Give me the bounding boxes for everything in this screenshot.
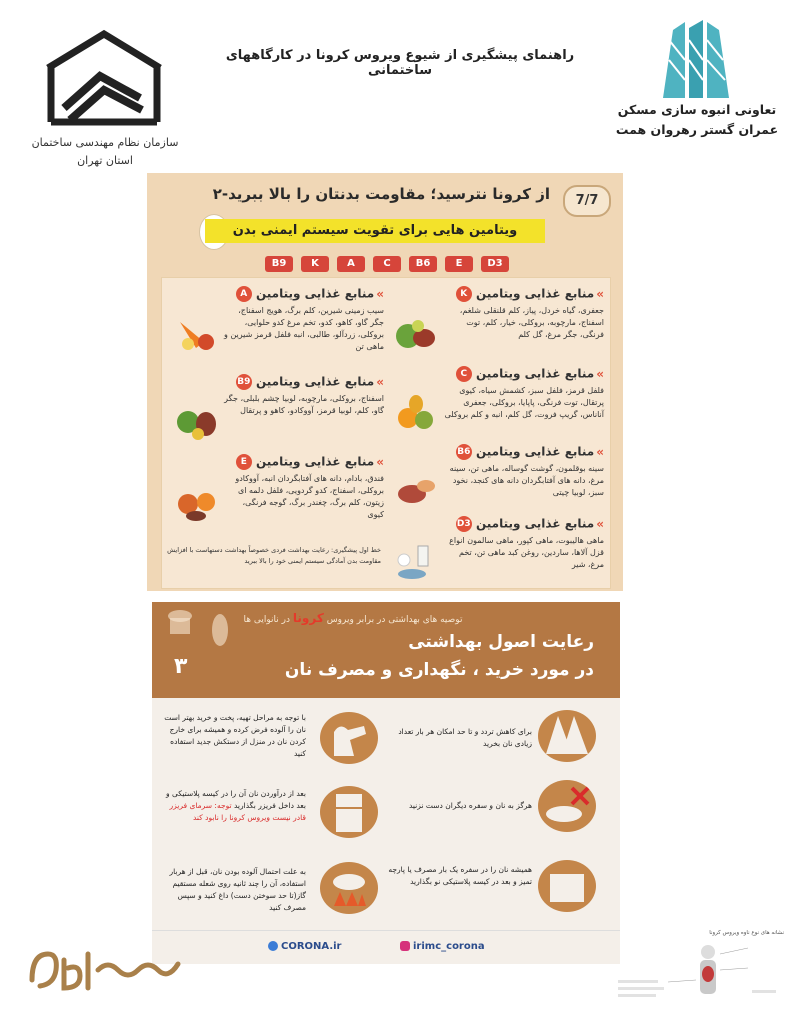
left-org-line2: استان تهران <box>77 154 133 167</box>
tip-use-gloves: با توجه به مراحل تهیه، پخت و خرید بهتر است نان را آلوده فرض کرده و همیشه برای خارج کردن نان در منزل از دستکش جدید استفاده کنید <box>164 713 306 758</box>
vitamin-block-d3 <box>390 516 604 571</box>
website-link[interactable]: CORONA.ir <box>268 941 342 952</box>
instagram-icon <box>400 941 410 951</box>
glove-icon <box>320 712 378 764</box>
vitamin-foods: اسفناج، بروکلی، مارچوبه، لوبیا چشم بلبلی، جگر گاو، کلم، لوبیا قرمز، آووکادو، کاهو و پرتقال <box>224 394 384 415</box>
fruits-icon <box>394 392 440 434</box>
document-title: راهنمای پیشگیری از شیوع ویروس کرونا در کارگاههای ساختمانی <box>225 48 575 78</box>
figure-caption: نشانه های نوع ناوه ویروس کرونا <box>709 930 784 936</box>
instagram-link[interactable]: irimc_corona <box>400 941 485 952</box>
left-org-line1: سازمان نظام مهندسی ساختمان <box>31 136 179 149</box>
vitamin-block-e <box>170 454 384 521</box>
vitamin-block-a <box>170 286 384 353</box>
vitamin-foods: فلفل قرمز، فلفل سبز، کشمش سیاه، کیوی پرتقال، توت فرنگی، پاپایا، بروکلی، جعفری آناناس، گریپ فروت، گل کلم، انبه و کلم بروکلی <box>444 386 604 419</box>
poster2-tips <box>152 698 620 930</box>
vitamin-heading: »منابع غذایی ویتامین D3 <box>456 516 604 531</box>
tip-buy-bread: برای کاهش تردد و تا حد امکان هر بار تعداد زیادی نان بخرید <box>398 727 532 748</box>
housing-coop-logo <box>655 20 737 98</box>
right-org-line2: عمران گستر رهروان همت <box>615 122 779 137</box>
right-org-line1: تعاونی انبوه سازی مسکن <box>617 102 777 117</box>
poster2-footer <box>152 930 620 964</box>
poster2-heading-2: در مورد خرید ، نگهداری و مصرف نان <box>284 660 594 680</box>
bread-hygiene-poster <box>152 602 620 964</box>
vitamin-heading: »منابع غذایی ویتامین A <box>170 286 384 302</box>
tip-no-touch: هرگز به نان و سفره دیگران دست نزنید <box>408 801 532 810</box>
vitamin-letter: D3 <box>481 256 509 272</box>
poster1-title: از کرونا نترسید؛ مقاومت بدنتان را بالا ببرید-۲ <box>212 185 550 203</box>
vitamin-block-c <box>390 366 604 421</box>
vitamin-block-b6 <box>390 444 604 499</box>
vitamin-foods: ماهی هالیبوت، ماهی کپور، ماهی سالمون انواع قزل آلاها، ساردین، روغن کبد ماهی تن، تخم مرغ، شیر <box>449 536 604 569</box>
vitamin-foods: سینه بوقلمون، گوشت گوساله، ماهی تن، سینه مرغ، دانه های آفتابگردان دانه های کنجد، نخود سبز، لوبیا چیتی <box>449 464 604 497</box>
meat-icon <box>394 470 440 512</box>
no-touch-icon <box>538 780 596 832</box>
vitamin-letter-row <box>265 256 509 274</box>
vitamin-foods: فندق، بادام، دانه های آفتابگردان انبه، آووکادو بروکلی، اسفناج، کدو گردویی، فلفل دلمه ای زیتون، کلم برگ، چغندر برگ، گوجه فرنگی، کیوی <box>235 474 384 519</box>
hygiene-note: خط اول پیشگیری: رعایت بهداشت فردی خصوصاً بهداشت دستهاست با افزایش مقاومت بدن آمادگی سیستم ایمنی خود را بالا ببرید <box>167 546 381 565</box>
body-diagram <box>608 940 784 1022</box>
vitamin-heading: »منابع غذایی ویتامین K <box>390 286 604 302</box>
right-org-name <box>612 100 782 140</box>
fish-milk-icon <box>394 542 440 584</box>
vitamin-letter: C <box>373 256 401 272</box>
vitamin-heading: »منابع غذایی ویتامین C <box>390 366 604 382</box>
vitamins-banner: ویتامین هایی برای تقویت سیستم ایمنی بدن <box>205 219 545 243</box>
gas-flame-icon <box>320 862 378 914</box>
vitamin-block-k <box>390 286 604 341</box>
nuts-icon <box>174 480 220 522</box>
vitamin-block-b9 <box>170 374 384 417</box>
vitamin-foods: جعفری، گیاه خردل، پیاز، کلم قلنقلی شلغم، اسفناج، مارچوبه، بروکلی، خیار، کلم، توت فرنگی، جگر مرغ، گل کلم <box>459 306 604 339</box>
poster2-header <box>152 602 620 698</box>
engineering-org-logo <box>42 28 166 128</box>
vitamin-letter: B9 <box>265 256 293 272</box>
vitamin-letter: B6 <box>409 256 437 272</box>
page-indicator: 7/7 <box>563 185 611 217</box>
poster-number: ۳ <box>174 654 188 679</box>
vitamin-heading: »منابع غذایی ویتامین B6 <box>457 444 604 459</box>
symptoms-figure <box>608 930 784 1022</box>
freezer-warning: توجه: سرمای فریزر قادر نیست ویروس کرونا را نابود کند <box>169 801 306 822</box>
vitamin-letter: A <box>337 256 365 272</box>
vitamin-sources-panel <box>161 277 611 589</box>
vitamin-letter: K <box>301 256 329 272</box>
vitamin-heading: »منابع غذایی ویتامین B9 <box>237 374 384 389</box>
poster2-subtitle: توصیه های بهداشتی در برابر ویروس کرونا در نانوایی ها <box>243 611 463 625</box>
vitamin-heading: »منابع غذایی ویتامین E <box>170 454 384 470</box>
left-org-name <box>20 134 190 170</box>
bread-stack-icon <box>538 710 596 762</box>
calligraphy-stamp <box>28 940 188 1000</box>
poster2-heading-1: رعایت اصول بهداشتی <box>408 632 594 652</box>
greens-icon <box>174 400 220 442</box>
tip-bag-bread: همیشه نان را در سفره یک بار مصرف یا پارچه تمیز و بعد در کیسه پلاستیکی نو بگذارید <box>388 865 532 886</box>
bread-wrap-icon <box>538 860 596 912</box>
tip-freezer: بعد از درآوردن نان آن را در کیسه پلاستیکی و بعد داخل فریزر بگذارید توجه: سرمای فریزر قادر نیست ویروس کرونا را نابود کند <box>165 789 306 822</box>
vitamin-foods: سیب زمینی شیرین، کلم برگ، هویج اسفناج، جگر گاو، کاهو، کدو، تخم مرغ کدو حلوایی، بروکلی، زردآلو، طالبی، انبه فلفل قرمز شیرین و ماهی تن <box>224 306 384 351</box>
tip-heat-bread: به علت احتمال آلوده بودن نان، قبل از هربار استفاده، آن را چند ثانیه روی شعله مستقیم گاز(تا حد سوختن دست) داغ کنید و سپس مصرف کنید <box>169 867 306 912</box>
vegetables-icon <box>394 312 440 354</box>
carrots-icon <box>174 312 220 354</box>
globe-icon <box>268 941 278 951</box>
freezer-icon <box>320 786 378 838</box>
vitamins-poster <box>147 173 623 591</box>
vitamin-letter: E <box>445 256 473 272</box>
